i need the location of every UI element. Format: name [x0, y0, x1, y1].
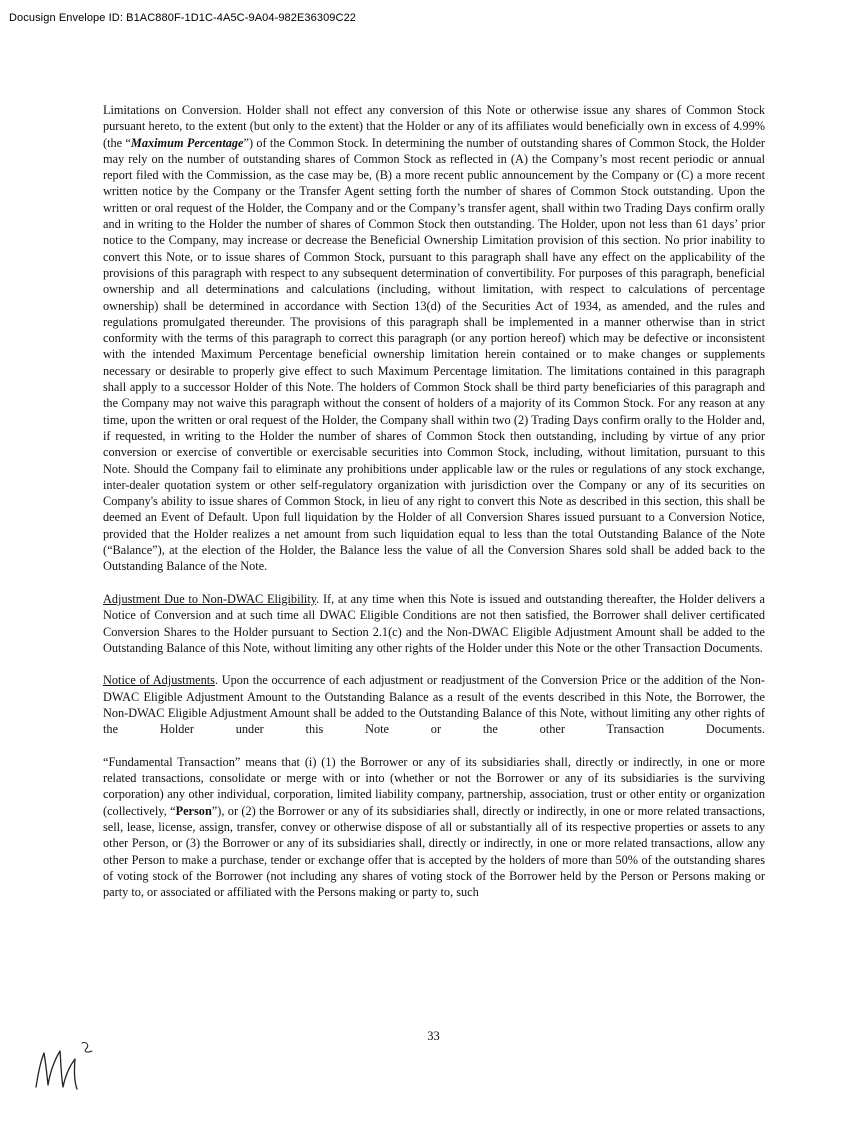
paragraph-adjustment-non-dwac [103, 591, 765, 656]
notice-text: . Upon the occurrence of each adjustment or readjustment of the Conversion Price or the addition of the Non-DWAC Eligible Adjustment Amount to the Outstanding Balance as a result of the events described in this Note, the Borrower, the Non-DWAC Eligible Adjustment Amount shall be added to the Outstanding Balance of this Note, without limiting any other rights of the Holder under this Note or the other Transaction Documents. [103, 673, 765, 737]
fundamental-text-a: “Fundamental Transaction” means that (i) (1) the Borrower or any of its subsidiaries shall, directly or indirectly, in one or more related transactions, consolidate or merge with or into (whether or not the Borrower or any of its subsidiaries is the surviving corporation) any other individual, corporation, limited liability company, partnership, association, trust or other entity or organization (collectively, “ [103, 754, 765, 818]
maximum-percentage-term: Maximum Percentage [130, 135, 244, 150]
document-body [103, 102, 765, 917]
limitations-text-b: ”) of the Common Stock. In determining the number of outstanding shares of Common Stock, the Holder may rely on the number of outstanding shares of Common Stock as reflected in (A) the Company’s most recent periodic or annual report filed with the Commission, as the case may be, (B) a more recent public announcement by the Company or (C) a more recent written notice by the Company or the Transfer Agent setting forth the number of shares of Common Stock outstanding. Upon the written or oral request of the Holder, the Company and or the Company’s transfer agent, shall within two Trading Days confirm orally and in writing to the Holder the number of shares of Common Stock then outstanding. The Holder, upon not less than 61 days’ prior notice to the Company, may increase or decrease the Beneficial Ownership Limitation provision of this section. No prior inability to convert this Note, or to issue shares of Common Stock, pursuant to this paragraph shall have any effect on the applicability of the provisions of this paragraph with respect to any subsequent determination of convertibility. For purposes of this paragraph, beneficial ownership and all determinations and calculations (including, without limitation, with respect to calculations of percentage ownership) shall be determined in accordance with Section 13(d) of the Securities Act of 1934, as amended, and the rules and regulations promulgated thereunder. The provisions of this paragraph shall be implemented in a manner otherwise than in strict conformity with the terms of this paragraph to correct this paragraph (or any portion hereof) which may be defective or inconsistent with the intended Maximum Percentage beneficial ownership limitation herein contained or to make changes or supplements necessary or desirable to properly give effect to such Maximum Percentage limitation. The limitations contained in this paragraph shall apply to a successor Holder of this Note. The holders of Common Stock shall be third party beneficiaries of this paragraph and the Company may not waive this paragraph without the consent of holders of a majority of its Common Stock. For any reason at any time, upon the written or oral request of the Holder, the Company shall within two (2) Trading Days confirm orally to the Holder and, if requested, in writing to the Holder the number of shares of Common Stock then outstanding, including by virtue of any prior conversion or exercise of convertible or exercisable securities into Common Stock, including, without limitation, pursuant to this Note. Should the Company fail to eliminate any prohibitions under applicable law or the rules or regulations of any stock exchange, inter-dealer quotation system or other self-regulatory organization with jurisdiction over the Company or any of its securities on Company's ability to issue shares of Common Stock, in lieu of any right to convert this Note as described in this section, this shall be deemed an Event of Default. Upon full liquidation by the Holder of all Conversion Shares issued pursuant to a Conversion Notice, provided that the Holder realizes a net amount from such liquidation equal to less than the total Outstanding Balance of the Note (“Balance”), at the election of the Holder, the Balance less the value of all the Conversion Shares sold shall be added back to the Outstanding Balance of the Note. [103, 135, 765, 574]
person-term: Person [175, 803, 212, 818]
fundamental-text-b: ”), or (2) the Borrower or any of its subsidiaries shall, directly or indirectly, in one or more related transactions, sell, lease, license, assign, transfer, convey or otherwise dispose of all or substantially all of its respective properties or assets to any other Person, or (3) the Borrower or any of its subsidiaries shall, directly or indirectly, in one or more related transactions, allow any other Person to make a purchase, tender or exchange offer that is accepted by the holders of more than 50% of the outstanding shares of voting stock of the Borrower (not including any shares of voting stock of the Borrower held by the Person or Persons making or party to, or associated or affiliated with the Persons making or party to, such [103, 803, 765, 900]
signature-initials [30, 1035, 100, 1095]
limitations-text-a: Holder shall not effect any conversion of this Note or otherwise issue any shares of Common Stock pursuant hereto, to the extent (but only to the extent) that the Holder or any of its affiliates would beneficially own in excess of 4.99% (the “ [103, 103, 765, 150]
paragraph-notice-of-adjustments [103, 672, 765, 737]
adjustment-heading: Adjustment Due to Non-DWAC Eligibility [103, 591, 317, 606]
paragraph-fundamental-transaction [103, 754, 765, 901]
limitations-heading: Limitations on Conversion. [103, 103, 242, 117]
paragraph-limitations-on-conversion [103, 102, 765, 575]
notice-heading: Notice of Adjustments [103, 673, 215, 688]
envelope-id: Docusign Envelope ID: B1AC880F-1D1C-4A5C-9A04-982E36309C22 [9, 12, 356, 24]
page-number: 33 [427, 1029, 440, 1043]
adjustment-text: . If, at any time when this Note is issued and outstanding thereafter, the Holder delivers a Notice of Conversion and at such time all DWAC Eligible Conditions are not then satisfied, the Borrower shall deliver certificated Conversion Shares to the Holder pursuant to Section 2.1(c) and the Non-DWAC Eligible Adjustment Amount shall be added to the Outstanding Balance of this Note, without limiting any other rights of the Holder under this Note or the other Transaction Documents. [103, 591, 765, 655]
